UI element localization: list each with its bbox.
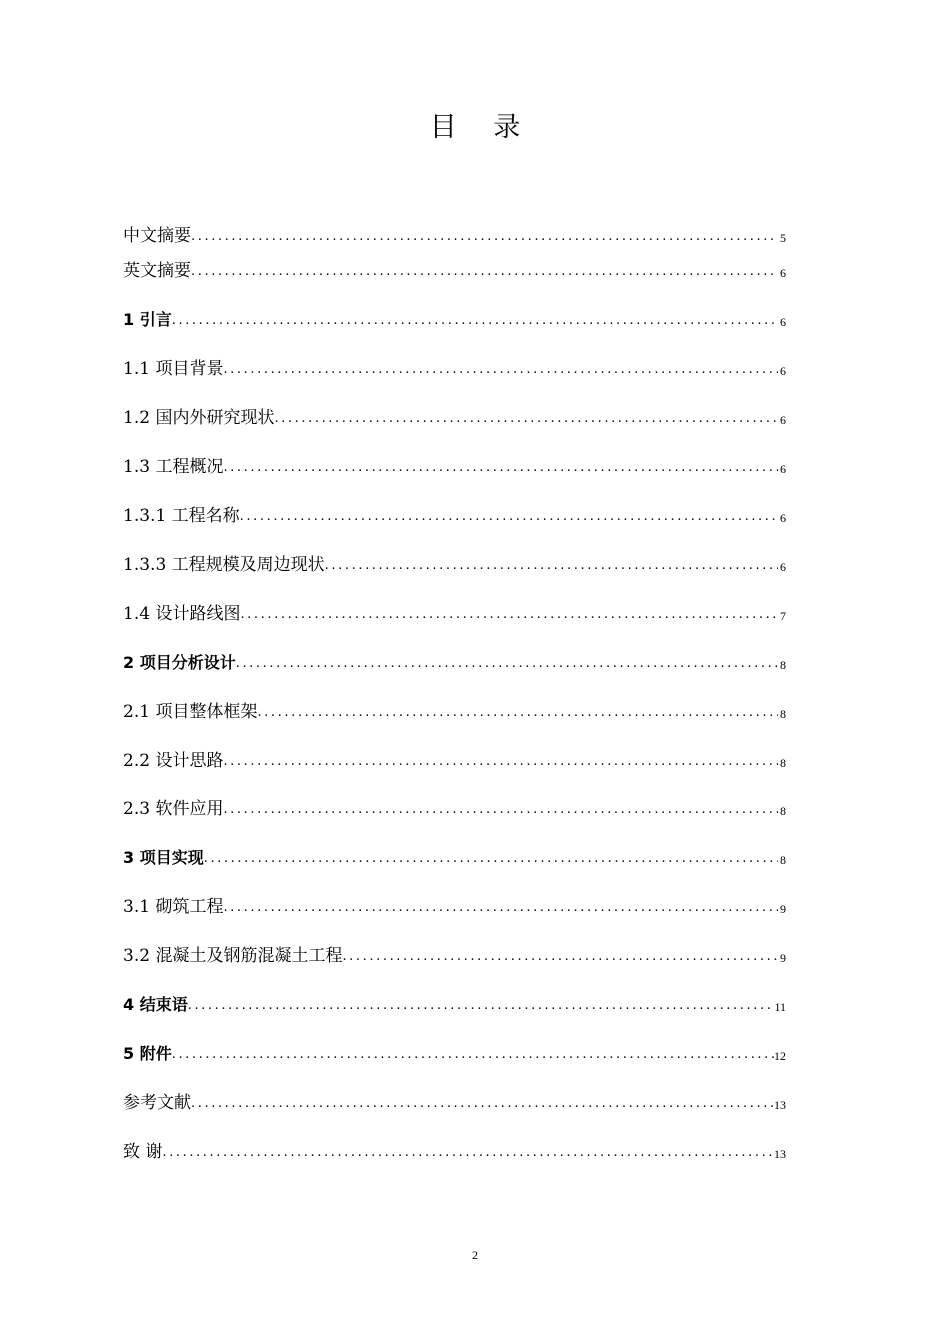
toc-entry-page: 5 <box>780 231 786 245</box>
toc-entry-label: 中文摘要 <box>123 226 191 246</box>
toc-entry[interactable] <box>123 223 786 249</box>
toc-dot-leader <box>223 898 778 920</box>
toc-entry[interactable] <box>123 307 786 333</box>
toc-entry-label: 参考文献 <box>123 1093 191 1113</box>
toc-dot-leader <box>191 1094 774 1116</box>
toc-entry[interactable] <box>123 356 786 382</box>
toc-dot-leader <box>191 262 778 284</box>
toc-entry-label: 1.3.3 工程规模及周边现状 <box>123 555 325 575</box>
toc-entry-label: 1.4 设计路线图 <box>123 604 241 624</box>
toc-entry-label: 3 项目实现 <box>123 848 204 867</box>
toc-entry-page: 13 <box>774 1098 786 1112</box>
toc-dot-leader <box>223 800 778 822</box>
toc-entry-page: 6 <box>780 560 786 574</box>
toc-entry-label: 英文摘要 <box>123 261 191 281</box>
toc-dot-leader <box>274 409 778 431</box>
page-number: 2 <box>472 1248 478 1262</box>
toc-entry-page: 8 <box>780 658 786 672</box>
toc-entry-label: 2 项目分析设计 <box>123 653 236 672</box>
toc-entry-label: 1.2 国内外研究现状 <box>123 408 275 428</box>
toc-dot-leader <box>223 752 778 774</box>
toc-entry[interactable] <box>123 503 786 529</box>
toc-dot-leader <box>162 1143 774 1165</box>
toc-dot-leader <box>257 703 778 725</box>
toc-dot-leader <box>223 360 778 382</box>
toc-dot-leader <box>325 556 778 578</box>
toc-entry-page: 12 <box>774 1049 786 1063</box>
toc-entry[interactable] <box>123 894 786 920</box>
toc-entry[interactable] <box>123 943 786 969</box>
toc-dot-leader <box>240 507 778 529</box>
toc-dot-leader <box>204 849 778 871</box>
toc-entry-label: 1.1 项目背景 <box>123 359 224 379</box>
toc-entry-label: 3.1 砌筑工程 <box>123 897 224 917</box>
toc-entry-page: 6 <box>780 364 786 378</box>
toc-entry-page: 6 <box>780 266 786 280</box>
toc-entry-page: 8 <box>780 756 786 770</box>
toc-entry-label: 2.1 项目整体框架 <box>123 702 258 722</box>
toc-entry[interactable] <box>123 796 786 822</box>
toc-entry-label: 4 结束语 <box>123 995 188 1014</box>
toc-entry[interactable] <box>123 845 786 871</box>
toc-dot-leader <box>191 227 778 249</box>
toc-entry-page: 13 <box>774 1147 786 1161</box>
toc-entry-label: 3.2 混凝土及钢筋混凝土工程 <box>123 946 343 966</box>
toc-entry[interactable] <box>123 405 786 431</box>
toc-entry-label: 2.2 设计思路 <box>123 751 224 771</box>
toc-entry[interactable] <box>123 1090 786 1116</box>
toc-dot-leader <box>240 605 778 627</box>
toc-entry[interactable] <box>123 454 786 480</box>
toc-entry[interactable] <box>123 601 786 627</box>
toc-entry-page: 9 <box>780 902 786 916</box>
toc-entry-page: 6 <box>780 462 786 476</box>
toc-entry-page: 9 <box>780 951 786 965</box>
page-title: 目 录 <box>429 112 535 143</box>
toc-entry[interactable] <box>123 699 786 725</box>
toc-entry-page: 11 <box>774 1000 786 1014</box>
toc-entry[interactable] <box>123 992 786 1018</box>
toc-entry-page: 8 <box>780 707 786 721</box>
toc-entry[interactable] <box>123 748 786 774</box>
toc-entry[interactable] <box>123 1041 786 1067</box>
toc-entry-page: 6 <box>780 511 786 525</box>
toc-entry-label: 5 附件 <box>123 1044 172 1063</box>
toc-dot-leader <box>188 996 775 1018</box>
toc-entry-label: 1.3 工程概况 <box>123 457 224 477</box>
toc-dot-leader <box>342 947 778 969</box>
toc-dot-leader <box>223 458 778 480</box>
toc-entry-page: 8 <box>780 853 786 867</box>
toc-entry[interactable] <box>123 650 786 676</box>
toc-entry-label: 2.3 软件应用 <box>123 799 224 819</box>
toc-entry[interactable] <box>123 1139 786 1165</box>
toc-dot-leader <box>172 311 778 333</box>
toc-entry-page: 8 <box>780 804 786 818</box>
toc-entry[interactable] <box>123 258 786 284</box>
toc-entry-page: 6 <box>780 315 786 329</box>
toc-dot-leader <box>236 654 778 676</box>
toc-dot-leader <box>172 1045 774 1067</box>
toc-entry-label: 1.3.1 工程名称 <box>123 506 240 526</box>
toc-entry-page: 7 <box>780 609 786 623</box>
toc-entry-page: 6 <box>780 413 786 427</box>
toc-entry-label: 1 引言 <box>123 310 172 329</box>
toc-entry-label: 致 谢 <box>123 1142 163 1162</box>
toc-entry[interactable] <box>123 552 786 578</box>
